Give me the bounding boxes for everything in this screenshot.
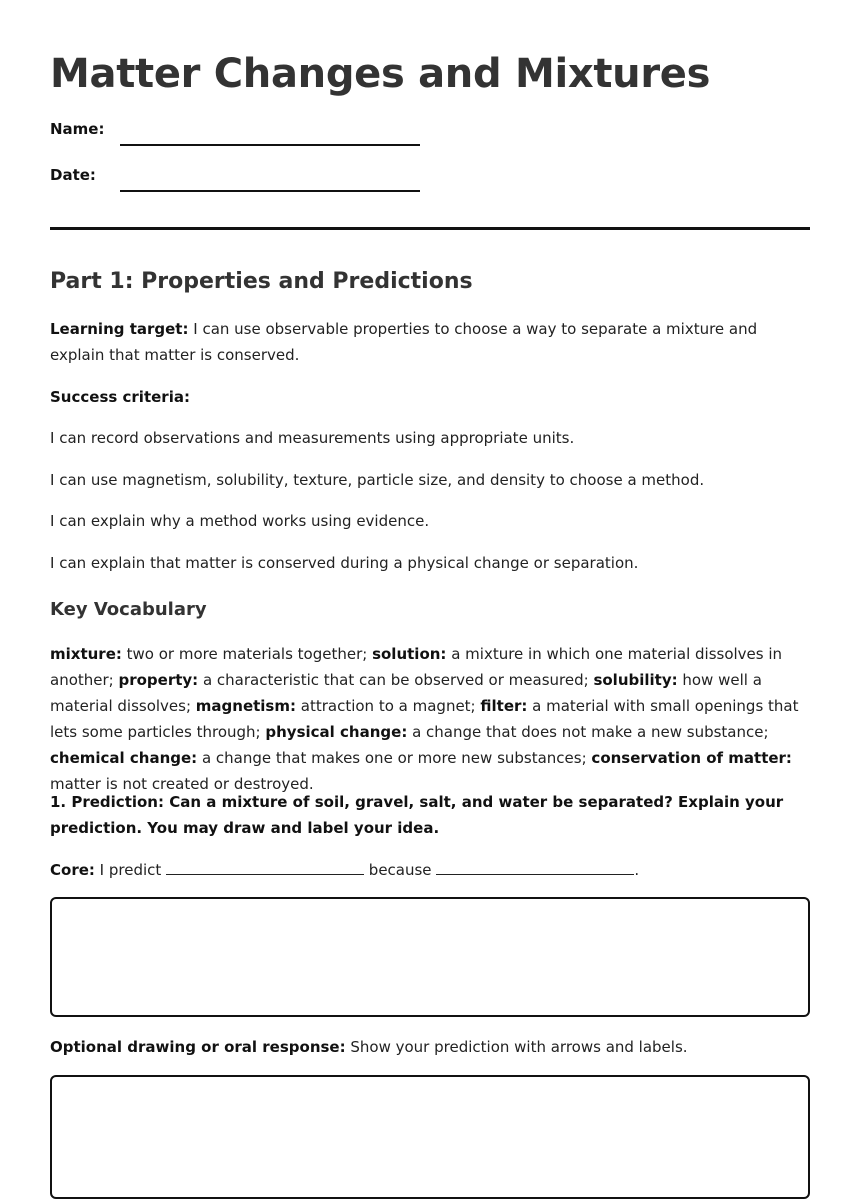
core-response-line	[50, 857, 810, 883]
vocab-definition: two or more materials together;	[121, 645, 373, 663]
core-label: Core:	[50, 861, 95, 879]
vocab-term: chemical change:	[50, 749, 198, 767]
optional-response-line	[50, 1034, 810, 1060]
because-blank[interactable]	[436, 860, 634, 875]
date-label: Date:	[50, 166, 96, 184]
vocab-term: magnetism:	[195, 697, 296, 715]
vocab-term: filter:	[480, 697, 528, 715]
name-label: Name:	[50, 120, 105, 138]
optional-text: Show your prediction with arrows and labels.	[345, 1038, 688, 1056]
core-text-predict: I predict	[94, 861, 167, 879]
question-1-prompt	[50, 789, 810, 841]
criteria-item: I can explain that matter is conserved during a physical change or separation.	[50, 554, 639, 572]
vocab-term: mixture:	[50, 645, 122, 663]
vocab-definition: a characteristic that can be observed or measured;	[198, 671, 594, 689]
date-input-line[interactable]	[120, 190, 420, 192]
criteria-item: I can explain why a method works using evidence.	[50, 512, 430, 530]
optional-label: Optional drawing or oral response:	[50, 1038, 346, 1056]
criteria-item: I can record observations and measurements using appropriate units.	[50, 429, 575, 447]
core-text-period: .	[634, 861, 640, 879]
drawing-answer-box[interactable]	[50, 1075, 810, 1199]
vocab-definition: a change that does not make a new substance;	[407, 723, 769, 741]
vocab-heading: Key Vocabulary	[50, 599, 207, 620]
vocab-definition: a change that makes one or more new substances;	[197, 749, 592, 767]
name-input-line[interactable]	[120, 144, 420, 146]
criteria-item: I can use magnetism, solubility, texture, particle size, and density to choose a method.	[50, 471, 705, 489]
core-text-because: because	[364, 861, 437, 879]
part1-heading: Part 1: Properties and Predictions	[50, 269, 473, 294]
vocab-definition: a mixture in which one material dissolves in another;	[50, 645, 783, 689]
vocab-term: property:	[118, 671, 199, 689]
vocab-term: solution:	[372, 645, 447, 663]
page-title: Matter Changes and Mixtures	[50, 51, 711, 97]
vocab-term: physical change:	[265, 723, 408, 741]
vocab-term: conservation of matter:	[591, 749, 792, 767]
learning-target-label: Learning target:	[50, 320, 189, 338]
vocab-paragraph	[50, 641, 810, 797]
success-criteria-heading	[50, 384, 810, 410]
vocab-definition: matter is not created or destroyed.	[50, 775, 314, 793]
date-field-row	[50, 162, 470, 192]
vocab-definition: how well a material dissolves;	[50, 671, 762, 715]
name-field-row	[50, 116, 470, 146]
success-criteria-label: Success criteria:	[50, 388, 190, 406]
vocab-definition: attraction to a magnet;	[296, 697, 481, 715]
learning-target-text: I can use observable properties to choose a way to separate a mixture and explain that matter is conserved.	[50, 320, 758, 364]
question-1-text: 1. Prediction: Can a mixture of soil, gravel, salt, and water be separated? Explain your prediction. You may draw and label your idea.	[50, 793, 784, 837]
predict-blank[interactable]	[166, 860, 364, 875]
core-answer-box[interactable]	[50, 897, 810, 1017]
vocab-definition: a material with small openings that lets some particles through;	[50, 697, 799, 741]
vocab-term: solubility:	[593, 671, 678, 689]
learning-target	[50, 316, 810, 368]
header-divider	[50, 227, 810, 230]
